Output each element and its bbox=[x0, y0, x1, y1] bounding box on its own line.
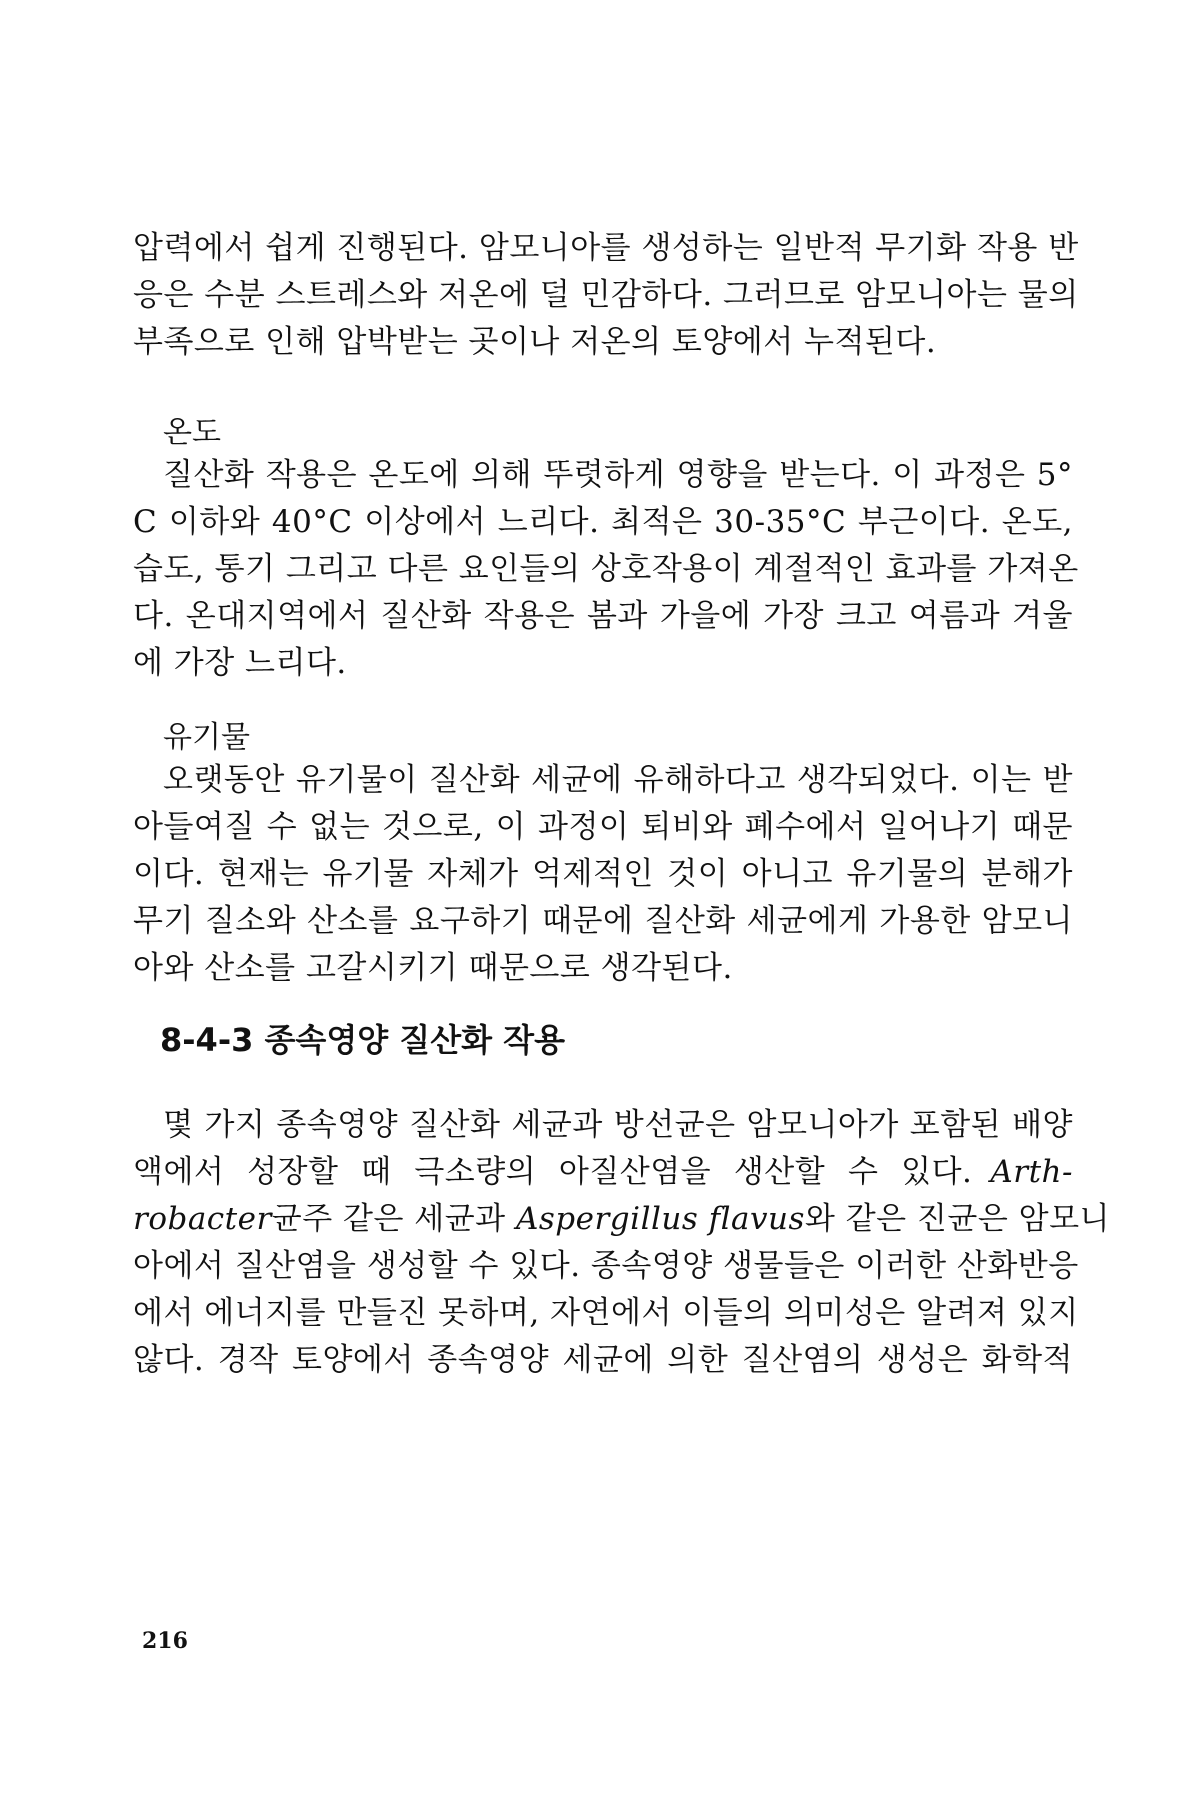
body-text-line: 아와 산소를 고갈시키기 때문으로 생각된다. bbox=[133, 950, 733, 986]
page-number: 216 bbox=[142, 1628, 188, 1654]
body-text-line: 아들여질 수 없는 것으로, 이 과정이 퇴비와 폐수에서 일어나기 때문 bbox=[133, 809, 1073, 845]
italic-term: Arth- bbox=[990, 1154, 1073, 1190]
italic-term: Aspergillus flavus bbox=[516, 1201, 805, 1237]
section-heading: 8-4-3 종속영양 질산화 작용 bbox=[160, 1021, 565, 1059]
body-text-line: 오랫동안 유기물이 질산화 세균에 유해하다고 생각되었다. 이는 받 bbox=[163, 762, 1073, 798]
body-text-line: 다. 온대지역에서 질산화 작용은 봄과 가을에 가장 크고 여름과 겨울 bbox=[133, 598, 1073, 634]
body-text-line bbox=[133, 1152, 1073, 1192]
body-text-line: 에 가장 느리다. bbox=[133, 645, 347, 681]
body-text-line: 질산화 작용은 온도에 의해 뚜렷하게 영향을 받는다. 이 과정은 5° bbox=[163, 457, 1073, 493]
subheading-organic-matter: 유기물 bbox=[163, 720, 250, 755]
body-text-line: 습도, 통기 그리고 다른 요인들의 상호작용이 계절적인 효과를 가져온 bbox=[133, 551, 1079, 587]
subheading-temperature: 온도 bbox=[163, 415, 221, 450]
body-text-line: 않다. 경작 토양에서 종속영양 세균에 의한 질산염의 생성은 화학적 bbox=[133, 1342, 1073, 1378]
body-text-line: C 이하와 40°C 이상에서 느리다. 최적은 30-35°C 부근이다. 온도, bbox=[133, 504, 1073, 540]
text-segment: 액에서 성장할 때 극소량의 아질산염을 생산할 수 있다. bbox=[133, 1154, 973, 1190]
body-text-line bbox=[133, 1199, 1110, 1239]
italic-term: robacter bbox=[133, 1201, 272, 1237]
text-segment: 와 같은 진균은 암모니 bbox=[804, 1201, 1110, 1237]
body-text-line: 이다. 현재는 유기물 자체가 억제적인 것이 아니고 유기물의 분해가 bbox=[133, 856, 1073, 892]
body-text-line: 몇 가지 종속영양 질산화 세균과 방선균은 암모니아가 포함된 배양 bbox=[163, 1107, 1073, 1143]
body-text-line: 무기 질소와 산소를 요구하기 때문에 질산화 세균에게 가용한 암모니 bbox=[133, 903, 1073, 939]
body-text-line: 응은 수분 스트레스와 저온에 덜 민감하다. 그러므로 암모니아는 물의 bbox=[133, 277, 1079, 313]
body-text-line: 에서 에너지를 만들진 못하며, 자연에서 이들의 의미성은 알려져 있지 bbox=[133, 1295, 1079, 1331]
body-text-line: 아에서 질산염을 생성할 수 있다. 종속영양 생물들은 이러한 산화반응 bbox=[133, 1248, 1079, 1284]
body-text-line: 압력에서 쉽게 진행된다. 암모니아를 생성하는 일반적 무기화 작용 반 bbox=[133, 230, 1079, 266]
body-text-line: 부족으로 인해 압박받는 곳이나 저온의 토양에서 누적된다. bbox=[133, 324, 937, 360]
text-segment: 균주 같은 세균과 bbox=[271, 1201, 506, 1237]
